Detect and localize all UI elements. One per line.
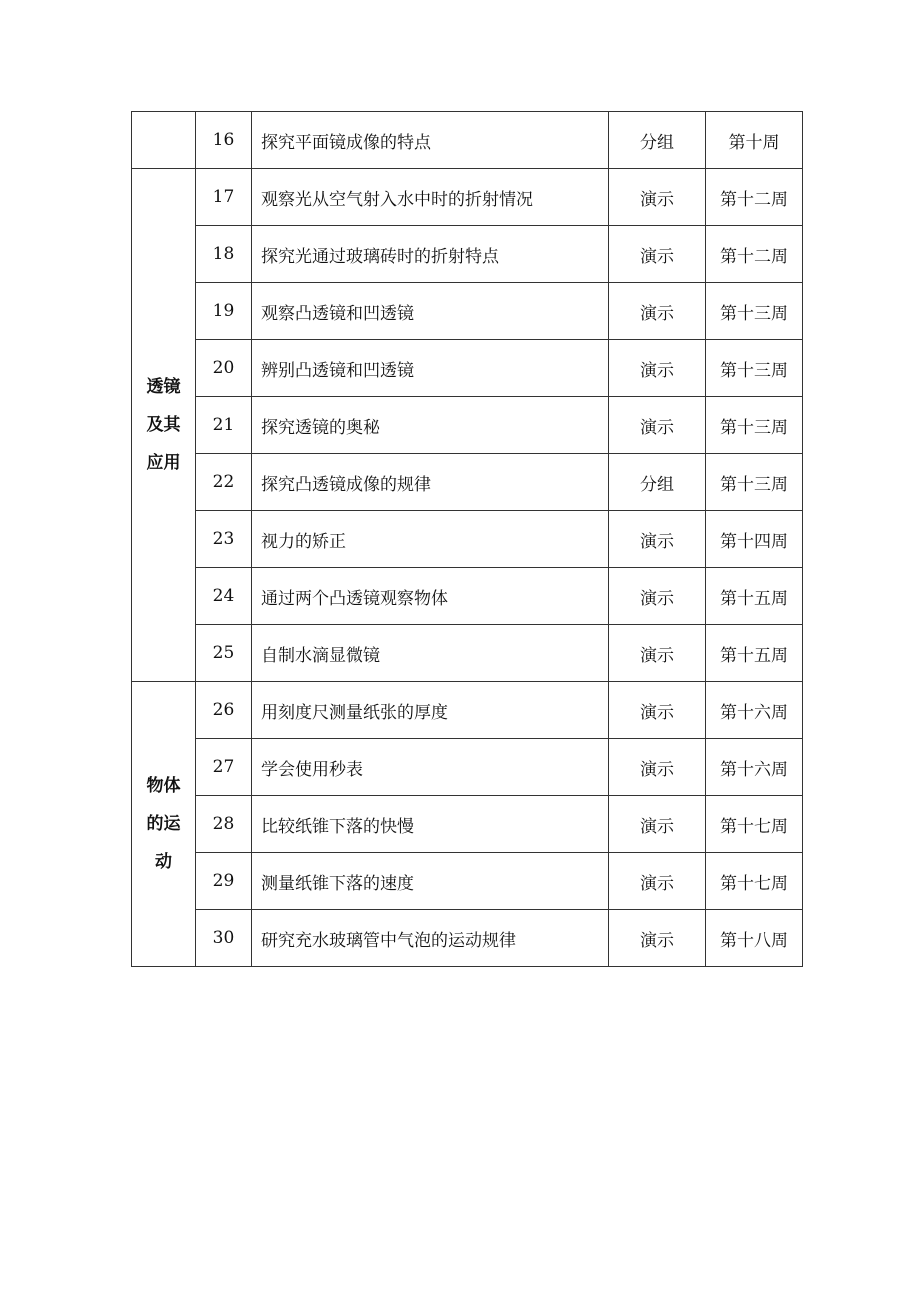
experiment-name: 观察凸透镜和凹透镜 [252, 283, 609, 340]
experiment-number: 16 [196, 112, 252, 169]
experiment-type: 演示 [609, 397, 706, 454]
experiment-name: 探究光通过玻璃砖时的折射特点 [252, 226, 609, 283]
experiment-number: 23 [196, 511, 252, 568]
experiment-type: 演示 [609, 625, 706, 682]
experiment-week: 第十二周 [706, 226, 803, 283]
experiment-week: 第十七周 [706, 796, 803, 853]
table-row [132, 682, 803, 739]
table-row [132, 112, 803, 169]
table-row [132, 910, 803, 967]
experiment-type: 演示 [609, 169, 706, 226]
experiment-week: 第十六周 [706, 739, 803, 796]
experiment-type: 演示 [609, 283, 706, 340]
unit-label: 透镜及其应用 [146, 377, 181, 473]
unit-cell [132, 682, 196, 967]
table-row [132, 169, 803, 226]
experiment-type: 演示 [609, 739, 706, 796]
experiment-week: 第十五周 [706, 568, 803, 625]
experiment-name: 比较纸锥下落的快慢 [252, 796, 609, 853]
experiment-number: 18 [196, 226, 252, 283]
table-row [132, 340, 803, 397]
experiment-week: 第十八周 [706, 910, 803, 967]
experiment-name: 辨别凸透镜和凹透镜 [252, 340, 609, 397]
table-row [132, 739, 803, 796]
experiment-name: 测量纸锥下落的速度 [252, 853, 609, 910]
experiment-name: 探究平面镜成像的特点 [252, 112, 609, 169]
experiment-name: 用刻度尺测量纸张的厚度 [252, 682, 609, 739]
experiment-number: 27 [196, 739, 252, 796]
experiment-name: 通过两个凸透镜观察物体 [252, 568, 609, 625]
unit-cell [132, 112, 196, 169]
experiment-name: 视力的矫正 [252, 511, 609, 568]
unit-cell [132, 169, 196, 682]
table-row [132, 796, 803, 853]
experiment-week: 第十三周 [706, 454, 803, 511]
experiment-week: 第十三周 [706, 283, 803, 340]
experiment-type: 分组 [609, 112, 706, 169]
table-row [132, 454, 803, 511]
table-row [132, 283, 803, 340]
experiment-type: 演示 [609, 853, 706, 910]
experiment-week: 第十三周 [706, 340, 803, 397]
experiment-type: 演示 [609, 340, 706, 397]
table-row [132, 568, 803, 625]
experiment-type: 分组 [609, 454, 706, 511]
experiment-name: 探究透镜的奥秘 [252, 397, 609, 454]
experiment-type: 演示 [609, 910, 706, 967]
experiment-number: 29 [196, 853, 252, 910]
experiment-number: 19 [196, 283, 252, 340]
experiment-type: 演示 [609, 682, 706, 739]
experiment-week: 第十五周 [706, 625, 803, 682]
experiment-name: 学会使用秒表 [252, 739, 609, 796]
experiment-week: 第十周 [706, 112, 803, 169]
experiment-schedule-table [131, 111, 803, 967]
table-row [132, 397, 803, 454]
experiment-week: 第十七周 [706, 853, 803, 910]
experiment-number: 20 [196, 340, 252, 397]
experiment-week: 第十三周 [706, 397, 803, 454]
table-row [132, 853, 803, 910]
experiment-type: 演示 [609, 511, 706, 568]
experiment-number: 22 [196, 454, 252, 511]
experiment-number: 17 [196, 169, 252, 226]
experiment-week: 第十四周 [706, 511, 803, 568]
experiment-number: 21 [196, 397, 252, 454]
table-body [132, 112, 803, 967]
unit-label: 物体的运动 [146, 776, 181, 872]
experiment-week: 第十六周 [706, 682, 803, 739]
experiment-number: 25 [196, 625, 252, 682]
experiment-number: 28 [196, 796, 252, 853]
table-row [132, 625, 803, 682]
experiment-name: 自制水滴显微镜 [252, 625, 609, 682]
experiment-type: 演示 [609, 226, 706, 283]
experiment-week: 第十二周 [706, 169, 803, 226]
experiment-name: 探究凸透镜成像的规律 [252, 454, 609, 511]
experiment-number: 30 [196, 910, 252, 967]
experiment-name: 观察光从空气射入水中时的折射情况 [252, 169, 609, 226]
experiment-type: 演示 [609, 796, 706, 853]
experiment-type: 演示 [609, 568, 706, 625]
table-row [132, 226, 803, 283]
experiment-name: 研究充水玻璃管中气泡的运动规律 [252, 910, 609, 967]
experiment-number: 24 [196, 568, 252, 625]
table-row [132, 511, 803, 568]
experiment-number: 26 [196, 682, 252, 739]
